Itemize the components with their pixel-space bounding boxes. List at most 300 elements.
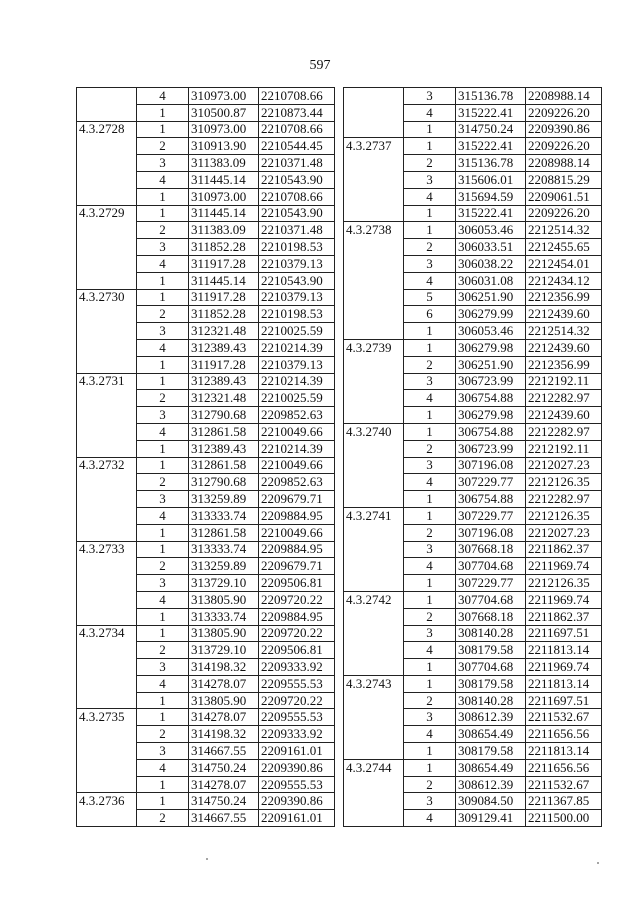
table-row	[77, 659, 335, 676]
cell-object-id	[344, 171, 404, 188]
cell-object-id	[77, 88, 137, 105]
cell-object-id	[344, 625, 404, 642]
table-row	[344, 138, 602, 155]
cell-point-number: 2	[404, 440, 456, 457]
coordinates-table-left	[76, 87, 335, 827]
cell-point-number: 1	[404, 659, 456, 676]
cell-point-number: 2	[404, 692, 456, 709]
cell-point-number: 3	[404, 373, 456, 390]
cell-point-number: 4	[404, 558, 456, 575]
table-row	[77, 759, 335, 776]
cell-point-number: 1	[137, 524, 189, 541]
cell-object-id	[344, 491, 404, 508]
cell-object-id	[77, 272, 137, 289]
cell-object-id: 4.3.2728	[77, 121, 137, 138]
cell-point-number: 1	[137, 205, 189, 222]
cell-y-coordinate: 2209226.20	[526, 205, 602, 222]
cell-object-id	[344, 390, 404, 407]
cell-y-coordinate: 2212126.35	[526, 575, 602, 592]
cell-object-id: 4.3.2734	[77, 625, 137, 642]
table-row	[77, 507, 335, 524]
cell-point-number: 4	[137, 339, 189, 356]
cell-x-coordinate: 312790.68	[189, 407, 259, 424]
cell-y-coordinate: 2209333.92	[259, 659, 335, 676]
cell-y-coordinate: 2209390.86	[259, 759, 335, 776]
table-row	[77, 222, 335, 239]
table-row	[344, 423, 602, 440]
cell-x-coordinate: 313805.90	[189, 591, 259, 608]
cell-y-coordinate: 2210379.13	[259, 255, 335, 272]
cell-object-id	[77, 591, 137, 608]
cell-point-number: 3	[137, 743, 189, 760]
cell-x-coordinate: 313259.89	[189, 491, 259, 508]
table-row	[344, 810, 602, 827]
cell-object-id	[77, 104, 137, 121]
cell-object-id	[344, 541, 404, 558]
cell-point-number: 4	[404, 272, 456, 289]
cell-y-coordinate: 2210049.66	[259, 524, 335, 541]
cell-object-id	[77, 356, 137, 373]
table-row	[77, 373, 335, 390]
cell-x-coordinate: 311917.28	[189, 255, 259, 272]
cell-y-coordinate: 2212514.32	[526, 222, 602, 239]
cell-object-id	[344, 558, 404, 575]
cell-y-coordinate: 2210543.90	[259, 171, 335, 188]
cell-object-id	[77, 171, 137, 188]
table-row	[77, 810, 335, 827]
cell-object-id: 4.3.2733	[77, 541, 137, 558]
cell-x-coordinate: 306251.90	[456, 289, 526, 306]
table-row	[344, 474, 602, 491]
cell-object-id	[344, 474, 404, 491]
cell-y-coordinate: 2212192.11	[526, 440, 602, 457]
table-row	[77, 88, 335, 105]
cell-y-coordinate: 2210049.66	[259, 423, 335, 440]
table-row	[77, 440, 335, 457]
cell-point-number: 2	[137, 306, 189, 323]
cell-x-coordinate: 310973.00	[189, 88, 259, 105]
cell-x-coordinate: 311445.14	[189, 205, 259, 222]
cell-x-coordinate: 312321.48	[189, 323, 259, 340]
cell-y-coordinate: 2212192.11	[526, 373, 602, 390]
table-row	[344, 709, 602, 726]
cell-object-id	[344, 121, 404, 138]
cell-y-coordinate: 2211697.51	[526, 625, 602, 642]
cell-object-id: 4.3.2739	[344, 339, 404, 356]
cell-point-number: 1	[404, 323, 456, 340]
cell-point-number: 3	[137, 407, 189, 424]
cell-y-coordinate: 2212514.32	[526, 323, 602, 340]
cell-object-id	[344, 188, 404, 205]
cell-point-number: 1	[137, 692, 189, 709]
table-row	[77, 743, 335, 760]
table-row	[77, 205, 335, 222]
table-row	[344, 407, 602, 424]
table-row	[344, 171, 602, 188]
table-row	[344, 88, 602, 105]
cell-y-coordinate: 2211862.37	[526, 608, 602, 625]
cell-point-number: 2	[137, 390, 189, 407]
table-row	[77, 591, 335, 608]
table-row	[77, 289, 335, 306]
cell-y-coordinate: 2209555.53	[259, 709, 335, 726]
cell-object-id	[344, 440, 404, 457]
cell-y-coordinate: 2209852.63	[259, 407, 335, 424]
cell-y-coordinate: 2212126.35	[526, 507, 602, 524]
cell-point-number: 3	[137, 575, 189, 592]
cell-y-coordinate: 2212434.12	[526, 272, 602, 289]
cell-x-coordinate: 314278.07	[189, 675, 259, 692]
cell-x-coordinate: 306053.46	[456, 222, 526, 239]
table-row	[344, 390, 602, 407]
table-row	[344, 239, 602, 256]
cell-y-coordinate: 2210214.39	[259, 440, 335, 457]
cell-x-coordinate: 307704.68	[456, 558, 526, 575]
cell-object-id	[77, 239, 137, 256]
cell-x-coordinate: 308612.39	[456, 709, 526, 726]
cell-object-id	[344, 205, 404, 222]
cell-y-coordinate: 2211532.67	[526, 776, 602, 793]
cell-point-number: 2	[404, 155, 456, 172]
cell-x-coordinate: 306754.88	[456, 423, 526, 440]
table-row	[344, 339, 602, 356]
cell-object-id: 4.3.2740	[344, 423, 404, 440]
cell-object-id	[77, 776, 137, 793]
table-row	[77, 709, 335, 726]
cell-point-number: 3	[137, 659, 189, 676]
cell-y-coordinate: 2209679.71	[259, 558, 335, 575]
cell-point-number: 1	[137, 440, 189, 457]
table-row	[77, 457, 335, 474]
cell-point-number: 1	[404, 759, 456, 776]
cell-object-id	[344, 793, 404, 810]
cell-x-coordinate: 308179.58	[456, 675, 526, 692]
cell-object-id	[77, 726, 137, 743]
cell-object-id	[344, 104, 404, 121]
cell-object-id	[344, 726, 404, 743]
cell-object-id	[77, 759, 137, 776]
table-row	[77, 423, 335, 440]
cell-object-id	[77, 138, 137, 155]
table-row	[77, 390, 335, 407]
cell-point-number: 1	[137, 188, 189, 205]
cell-y-coordinate: 2209061.51	[526, 188, 602, 205]
cell-y-coordinate: 2209720.22	[259, 692, 335, 709]
cell-y-coordinate: 2210371.48	[259, 222, 335, 239]
table-row	[344, 121, 602, 138]
cell-point-number: 1	[137, 272, 189, 289]
cell-x-coordinate: 306754.88	[456, 390, 526, 407]
cell-point-number: 3	[404, 171, 456, 188]
cell-object-id: 4.3.2735	[77, 709, 137, 726]
table-row	[344, 759, 602, 776]
table-row	[77, 675, 335, 692]
cell-point-number: 4	[404, 104, 456, 121]
cell-point-number: 2	[404, 239, 456, 256]
scan-speck	[206, 858, 208, 860]
table-row	[344, 642, 602, 659]
cell-point-number: 1	[404, 675, 456, 692]
cell-object-id	[344, 239, 404, 256]
cell-x-coordinate: 306754.88	[456, 491, 526, 508]
cell-x-coordinate: 312389.43	[189, 373, 259, 390]
cell-y-coordinate: 2209555.53	[259, 675, 335, 692]
cell-y-coordinate: 2212027.23	[526, 524, 602, 541]
cell-object-id	[77, 558, 137, 575]
cell-x-coordinate: 315222.41	[456, 138, 526, 155]
cell-point-number: 3	[137, 323, 189, 340]
cell-y-coordinate: 2211656.56	[526, 726, 602, 743]
table-row	[77, 306, 335, 323]
table-row	[77, 171, 335, 188]
cell-object-id	[344, 373, 404, 390]
cell-y-coordinate: 2212282.97	[526, 423, 602, 440]
cell-x-coordinate: 311917.28	[189, 289, 259, 306]
cell-object-id	[77, 491, 137, 508]
cell-point-number: 4	[137, 591, 189, 608]
cell-x-coordinate: 315222.41	[456, 205, 526, 222]
cell-y-coordinate: 2212455.65	[526, 239, 602, 256]
cell-x-coordinate: 313729.10	[189, 642, 259, 659]
cell-object-id	[344, 642, 404, 659]
cell-point-number: 3	[404, 88, 456, 105]
table-row	[344, 306, 602, 323]
cell-x-coordinate: 313805.90	[189, 625, 259, 642]
table-row	[77, 776, 335, 793]
cell-y-coordinate: 2212439.60	[526, 407, 602, 424]
cell-x-coordinate: 312861.58	[189, 524, 259, 541]
cell-object-id	[77, 188, 137, 205]
cell-point-number: 1	[137, 776, 189, 793]
table-row	[344, 323, 602, 340]
cell-x-coordinate: 311852.28	[189, 239, 259, 256]
cell-y-coordinate: 2211367.85	[526, 793, 602, 810]
cell-y-coordinate: 2210049.66	[259, 457, 335, 474]
table-row	[344, 188, 602, 205]
cell-y-coordinate: 2208988.14	[526, 88, 602, 105]
cell-x-coordinate: 307229.77	[456, 575, 526, 592]
table-row	[344, 255, 602, 272]
table-row	[344, 625, 602, 642]
cell-point-number: 4	[137, 88, 189, 105]
page-number: 597	[309, 58, 331, 73]
cell-y-coordinate: 2212356.99	[526, 356, 602, 373]
cell-x-coordinate: 310500.87	[189, 104, 259, 121]
table-row	[344, 222, 602, 239]
cell-point-number: 4	[404, 188, 456, 205]
cell-x-coordinate: 306251.90	[456, 356, 526, 373]
cell-x-coordinate: 312861.58	[189, 457, 259, 474]
cell-y-coordinate: 2212454.01	[526, 255, 602, 272]
cell-x-coordinate: 307229.77	[456, 507, 526, 524]
cell-point-number: 1	[404, 743, 456, 760]
table-row	[77, 255, 335, 272]
table-row	[77, 121, 335, 138]
cell-y-coordinate: 2209161.01	[259, 810, 335, 827]
cell-point-number: 2	[404, 776, 456, 793]
cell-x-coordinate: 312389.43	[189, 440, 259, 457]
cell-point-number: 2	[404, 356, 456, 373]
cell-y-coordinate: 2210544.45	[259, 138, 335, 155]
table-row	[77, 239, 335, 256]
cell-x-coordinate: 315136.78	[456, 155, 526, 172]
cell-x-coordinate: 306279.98	[456, 407, 526, 424]
cell-y-coordinate: 2209720.22	[259, 591, 335, 608]
cell-y-coordinate: 2209884.95	[259, 541, 335, 558]
cell-x-coordinate: 311383.09	[189, 222, 259, 239]
cell-y-coordinate: 2209720.22	[259, 625, 335, 642]
cell-y-coordinate: 2209506.81	[259, 575, 335, 592]
cell-object-id	[77, 155, 137, 172]
cell-object-id	[77, 810, 137, 827]
cell-y-coordinate: 2208988.14	[526, 155, 602, 172]
cell-object-id	[77, 390, 137, 407]
cell-y-coordinate: 2211969.74	[526, 558, 602, 575]
cell-object-id	[344, 88, 404, 105]
table-row	[77, 575, 335, 592]
cell-x-coordinate: 314198.32	[189, 726, 259, 743]
cell-object-id: 4.3.2738	[344, 222, 404, 239]
cell-y-coordinate: 2211862.37	[526, 541, 602, 558]
cell-x-coordinate: 310973.00	[189, 121, 259, 138]
cell-x-coordinate: 313333.74	[189, 507, 259, 524]
cell-point-number: 3	[404, 255, 456, 272]
table-row	[344, 591, 602, 608]
cell-point-number: 4	[137, 423, 189, 440]
cell-y-coordinate: 2211813.14	[526, 642, 602, 659]
cell-y-coordinate: 2209226.20	[526, 104, 602, 121]
cell-y-coordinate: 2210214.39	[259, 373, 335, 390]
table-row	[344, 272, 602, 289]
cell-object-id	[77, 306, 137, 323]
cell-x-coordinate: 306279.99	[456, 306, 526, 323]
cell-object-id	[77, 474, 137, 491]
table-row	[77, 188, 335, 205]
table-row	[344, 575, 602, 592]
table-row	[344, 524, 602, 541]
cell-object-id: 4.3.2737	[344, 138, 404, 155]
cell-point-number: 5	[404, 289, 456, 306]
table-row	[77, 356, 335, 373]
cell-object-id	[77, 255, 137, 272]
table-row	[77, 491, 335, 508]
cell-object-id	[344, 356, 404, 373]
cell-point-number: 1	[404, 138, 456, 155]
cell-x-coordinate: 308140.28	[456, 625, 526, 642]
cell-object-id: 4.3.2744	[344, 759, 404, 776]
table-row	[77, 726, 335, 743]
cell-object-id	[77, 524, 137, 541]
cell-point-number: 2	[137, 642, 189, 659]
cell-point-number: 4	[404, 474, 456, 491]
cell-y-coordinate: 2210214.39	[259, 339, 335, 356]
cell-x-coordinate: 313805.90	[189, 692, 259, 709]
cell-point-number: 2	[137, 558, 189, 575]
cell-point-number: 4	[404, 390, 456, 407]
cell-object-id: 4.3.2731	[77, 373, 137, 390]
cell-point-number: 4	[404, 642, 456, 659]
cell-point-number: 3	[137, 491, 189, 508]
cell-point-number: 1	[137, 457, 189, 474]
cell-object-id: 4.3.2736	[77, 793, 137, 810]
cell-y-coordinate: 2211813.14	[526, 743, 602, 760]
cell-point-number: 2	[137, 474, 189, 491]
table-row	[344, 457, 602, 474]
cell-y-coordinate: 2210873.44	[259, 104, 335, 121]
cell-y-coordinate: 2212126.35	[526, 474, 602, 491]
table-row	[77, 339, 335, 356]
cell-x-coordinate: 313333.74	[189, 608, 259, 625]
cell-y-coordinate: 2210379.13	[259, 289, 335, 306]
table-row	[344, 558, 602, 575]
cell-y-coordinate: 2211500.00	[526, 810, 602, 827]
cell-point-number: 2	[404, 524, 456, 541]
table-row	[344, 608, 602, 625]
cell-point-number: 1	[137, 356, 189, 373]
cell-x-coordinate: 308654.49	[456, 726, 526, 743]
table-row	[77, 692, 335, 709]
cell-x-coordinate: 306053.46	[456, 323, 526, 340]
cell-y-coordinate: 2209506.81	[259, 642, 335, 659]
cell-x-coordinate: 315694.59	[456, 188, 526, 205]
cell-object-id	[344, 272, 404, 289]
cell-y-coordinate: 2210543.90	[259, 205, 335, 222]
cell-object-id	[344, 524, 404, 541]
cell-y-coordinate: 2209390.86	[526, 121, 602, 138]
cell-point-number: 1	[404, 121, 456, 138]
cell-x-coordinate: 315606.01	[456, 171, 526, 188]
table-row	[344, 726, 602, 743]
table-row	[344, 289, 602, 306]
cell-x-coordinate: 312861.58	[189, 423, 259, 440]
cell-object-id	[77, 608, 137, 625]
cell-x-coordinate: 307668.18	[456, 541, 526, 558]
cell-x-coordinate: 307196.08	[456, 457, 526, 474]
cell-object-id	[344, 289, 404, 306]
cell-point-number: 3	[404, 541, 456, 558]
cell-x-coordinate: 307196.08	[456, 524, 526, 541]
cell-object-id	[77, 423, 137, 440]
cell-object-id	[344, 407, 404, 424]
cell-point-number: 1	[404, 222, 456, 239]
cell-point-number: 2	[137, 810, 189, 827]
cell-x-coordinate: 312321.48	[189, 390, 259, 407]
cell-x-coordinate: 311852.28	[189, 306, 259, 323]
cell-y-coordinate: 2209679.71	[259, 491, 335, 508]
table-row	[77, 155, 335, 172]
cell-object-id	[344, 659, 404, 676]
cell-y-coordinate: 2212356.99	[526, 289, 602, 306]
cell-y-coordinate: 2210708.66	[259, 88, 335, 105]
cell-x-coordinate: 310913.90	[189, 138, 259, 155]
cell-object-id	[77, 642, 137, 659]
cell-point-number: 2	[137, 222, 189, 239]
cell-x-coordinate: 311383.09	[189, 155, 259, 172]
table-row	[77, 608, 335, 625]
cell-point-number: 1	[137, 608, 189, 625]
table-row	[344, 793, 602, 810]
cell-point-number: 2	[137, 726, 189, 743]
cell-point-number: 1	[137, 373, 189, 390]
cell-x-coordinate: 315136.78	[456, 88, 526, 105]
cell-point-number: 1	[137, 709, 189, 726]
cell-point-number: 4	[404, 726, 456, 743]
cell-y-coordinate: 2209852.63	[259, 474, 335, 491]
cell-y-coordinate: 2208815.29	[526, 171, 602, 188]
table-row	[344, 675, 602, 692]
cell-x-coordinate: 308179.58	[456, 743, 526, 760]
cell-x-coordinate: 308179.58	[456, 642, 526, 659]
